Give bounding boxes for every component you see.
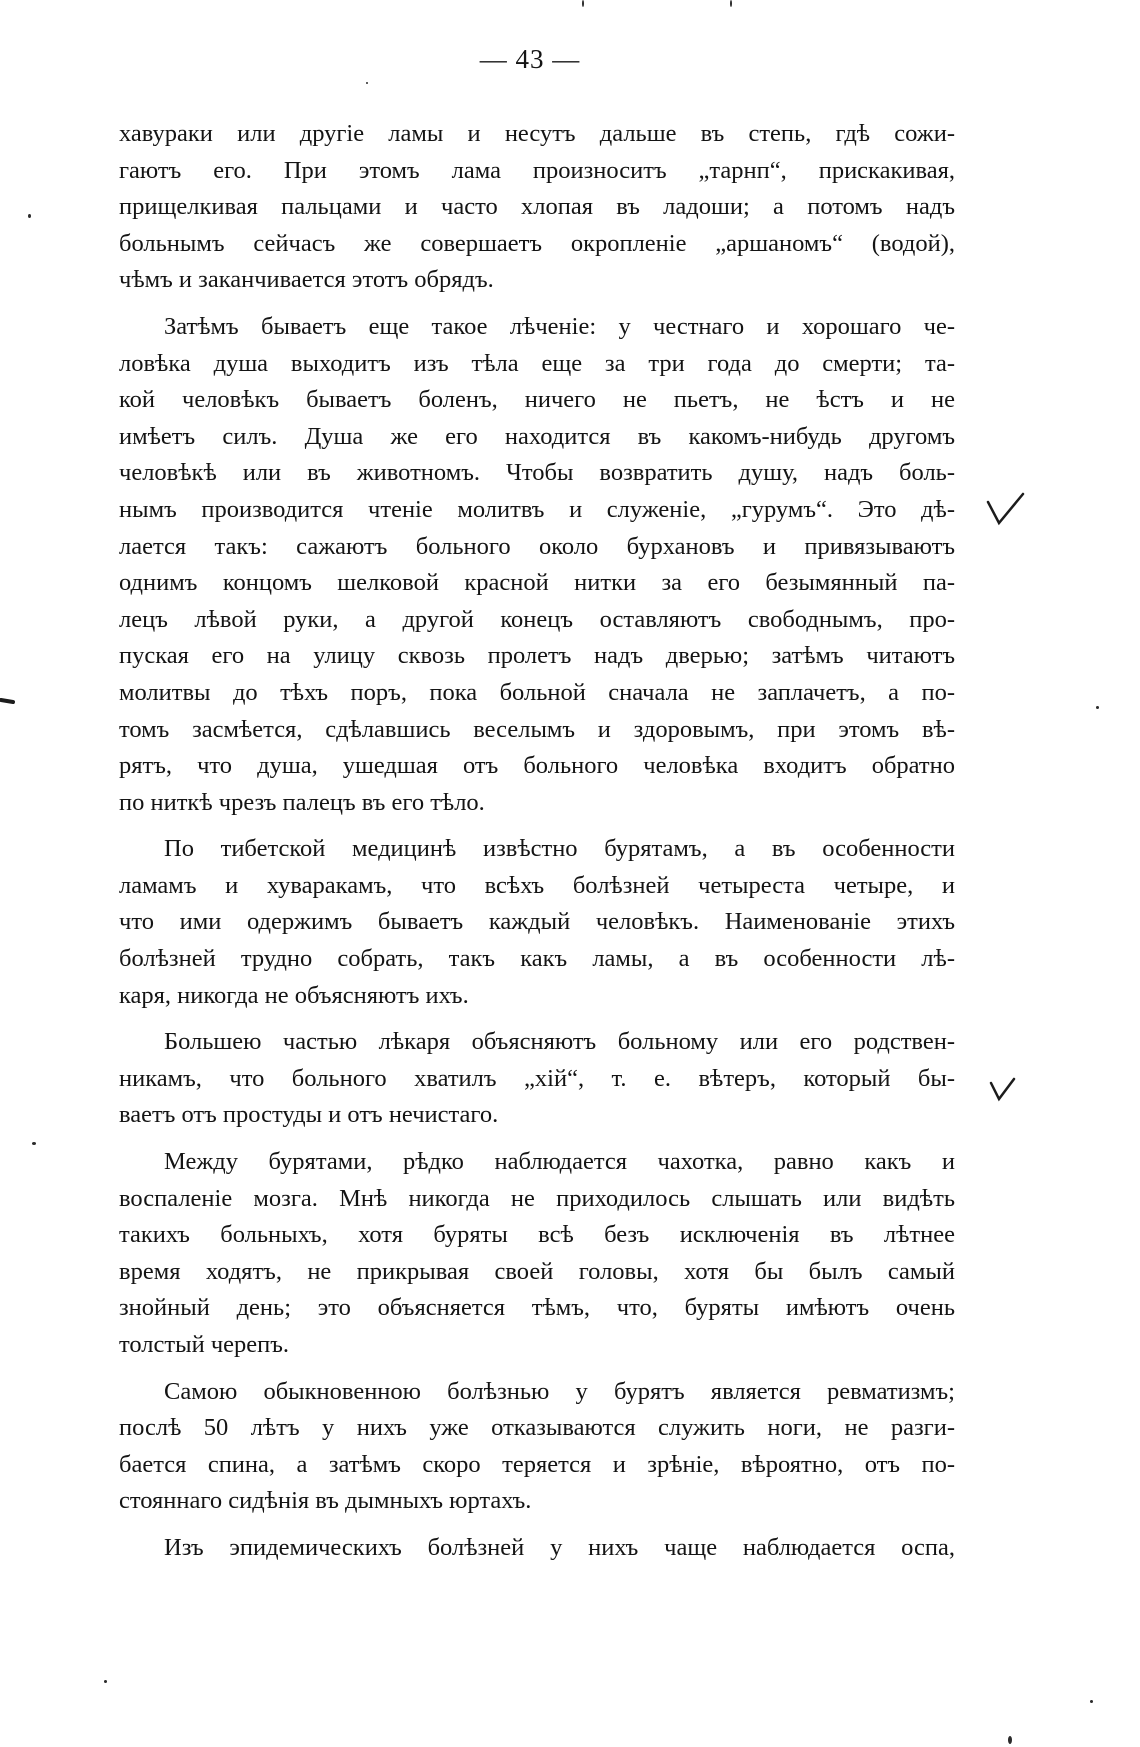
text-line: прищелкивая пальцами и часто хлопая въ ладоши; а потомъ надъ bbox=[119, 193, 955, 221]
text-line: болѣзней трудно собрать, такъ какъ ламы, а въ особенности лѣ- bbox=[119, 945, 955, 973]
paragraph-gap bbox=[119, 299, 955, 309]
scan-speck bbox=[730, 0, 732, 7]
checkmark-icon bbox=[985, 490, 1025, 530]
text-line: стояннаго сидѣнія въ дымныхъ юртахъ. bbox=[119, 1487, 532, 1515]
text-line: послѣ 50 лѣтъ у нихъ уже отказываются служить ноги, не разги- bbox=[119, 1414, 955, 1442]
text-line: ваетъ отъ простуды и отъ нечистаго. bbox=[119, 1101, 499, 1129]
text-line: больнымъ сейчасъ же совершаетъ окропленіе „аршаномъ“ (водой), bbox=[119, 229, 955, 257]
text-line: каря, никогда не объясняютъ ихъ. bbox=[119, 981, 469, 1009]
text-line: никамъ, что больного хватилъ „хій“, т. е. вѣтеръ, который бы- bbox=[119, 1064, 955, 1092]
text-line: гаютъ его. При этомъ лама произноситъ „тарнп“, прискакивая, bbox=[119, 156, 955, 184]
text-line: такихъ больныхъ, хотя буряты всѣ безъ исключенія въ лѣтнее bbox=[119, 1221, 955, 1249]
text-line: Затѣмъ бываетъ еще такое лѣченіе: у честнаго и хорошаго че- bbox=[164, 312, 955, 340]
body-text bbox=[119, 116, 955, 1567]
text-line: пуская его на улицу сквозь пролетъ надъ дверью; затѣмъ читаютъ bbox=[119, 642, 955, 670]
text-line: бается спина, а затѣмъ скоро теряется и зрѣніе, вѣроятно, отъ по- bbox=[119, 1450, 955, 1478]
text-line: Изъ эпидемическихъ болѣзней у нихъ чаще наблюдается оспа, bbox=[164, 1533, 955, 1561]
text-line: нымъ производится чтеніе молитвъ и служеніе, „гурумъ“. Это дѣ- bbox=[119, 495, 955, 523]
scan-speck bbox=[32, 1142, 36, 1145]
paragraph bbox=[119, 1530, 955, 1567]
text-line: кой человѣкъ бываетъ боленъ, ничего не пьетъ, не ѣстъ и не bbox=[119, 386, 955, 414]
text-line: что ими одержимъ бываетъ каждый человѣкъ. Наименованіе этихъ bbox=[119, 908, 955, 936]
text-line: по ниткѣ чрезъ палецъ въ его тѣло. bbox=[119, 788, 485, 816]
paragraph-gap bbox=[119, 1014, 955, 1024]
text-line: воспаленіе мозга. Мнѣ никогда не приходилось слышать или видѣть bbox=[119, 1184, 955, 1212]
text-line: время ходятъ, не прикрывая своей головы, хотя бы былъ самый bbox=[119, 1257, 955, 1285]
text-line: лецъ лѣвой руки, а другой конецъ оставляютъ свободнымъ, про- bbox=[119, 605, 955, 633]
paragraph bbox=[119, 1024, 955, 1134]
scan-speck bbox=[28, 214, 31, 218]
text-line: ловѣка душа выходитъ изъ тѣла еще за три года до смерти; та- bbox=[119, 349, 955, 377]
paragraph bbox=[119, 1374, 955, 1520]
text-line: человѣкѣ или въ животномъ. Чтобы возвратить душу, надъ боль- bbox=[119, 459, 955, 487]
paragraph bbox=[119, 309, 955, 821]
text-line: рятъ, что душа, ушедшая отъ больного человѣка входитъ обратно bbox=[119, 752, 955, 780]
text-line: толстый черепъ. bbox=[119, 1331, 290, 1358]
text-line: знойный день; это объясняется тѣмъ, что, буряты имѣютъ очень bbox=[119, 1294, 955, 1322]
text-line: однимъ концомъ шелковой красной нитки за его безымянный па- bbox=[119, 569, 955, 597]
paragraph-gap bbox=[119, 821, 955, 831]
checkmark-icon bbox=[988, 1075, 1016, 1105]
text-line: молитвы до тѣхъ поръ, пока больной сначала не заплачетъ, а по- bbox=[119, 678, 955, 706]
text-line: имѣетъ силъ. Душа же его находится въ какомъ-нибудь другомъ bbox=[119, 422, 955, 450]
text-line: Самою обыкновенною болѣзнью у бурятъ является ревматизмъ; bbox=[164, 1377, 955, 1405]
text-line: томъ засмѣется, сдѣлавшись веселымъ и здоровымъ, при этомъ вѣ- bbox=[119, 715, 955, 743]
paragraph bbox=[119, 831, 955, 1014]
paragraph-gap bbox=[119, 1520, 955, 1530]
paragraph-gap bbox=[119, 1134, 955, 1144]
paragraph-gap bbox=[119, 1364, 955, 1374]
text-line: ламамъ и хуваракамъ, что всѣхъ болѣзней четыреста четыре, и bbox=[119, 871, 955, 899]
text-line: Большею частью лѣкаря объясняютъ больному или его родствен- bbox=[164, 1028, 955, 1056]
scan-speck bbox=[104, 1680, 107, 1683]
text-line: хавураки или другіе ламы и несутъ дальше въ степь, гдѣ сожи- bbox=[119, 120, 955, 147]
paragraph bbox=[119, 1144, 955, 1364]
scan-speck bbox=[1008, 1736, 1012, 1744]
page-number: — 43 — bbox=[479, 44, 581, 74]
scan-speck bbox=[582, 0, 584, 7]
text-line: лается такъ: сажаютъ больного около бурхановъ и привязываютъ bbox=[119, 532, 955, 560]
text-line: По тибетской медицинѣ извѣстно бурятамъ, а въ особенности bbox=[164, 835, 955, 863]
dash-mark bbox=[0, 695, 16, 707]
text-line: Между бурятами, рѣдко наблюдается чахотка, равно какъ и bbox=[164, 1148, 955, 1176]
text-line: чѣмъ и заканчивается этотъ обрядъ. bbox=[119, 266, 494, 294]
scan-speck bbox=[1096, 706, 1099, 709]
scan-speck bbox=[366, 82, 368, 84]
paragraph bbox=[119, 116, 955, 299]
scan-speck bbox=[1090, 1700, 1093, 1703]
